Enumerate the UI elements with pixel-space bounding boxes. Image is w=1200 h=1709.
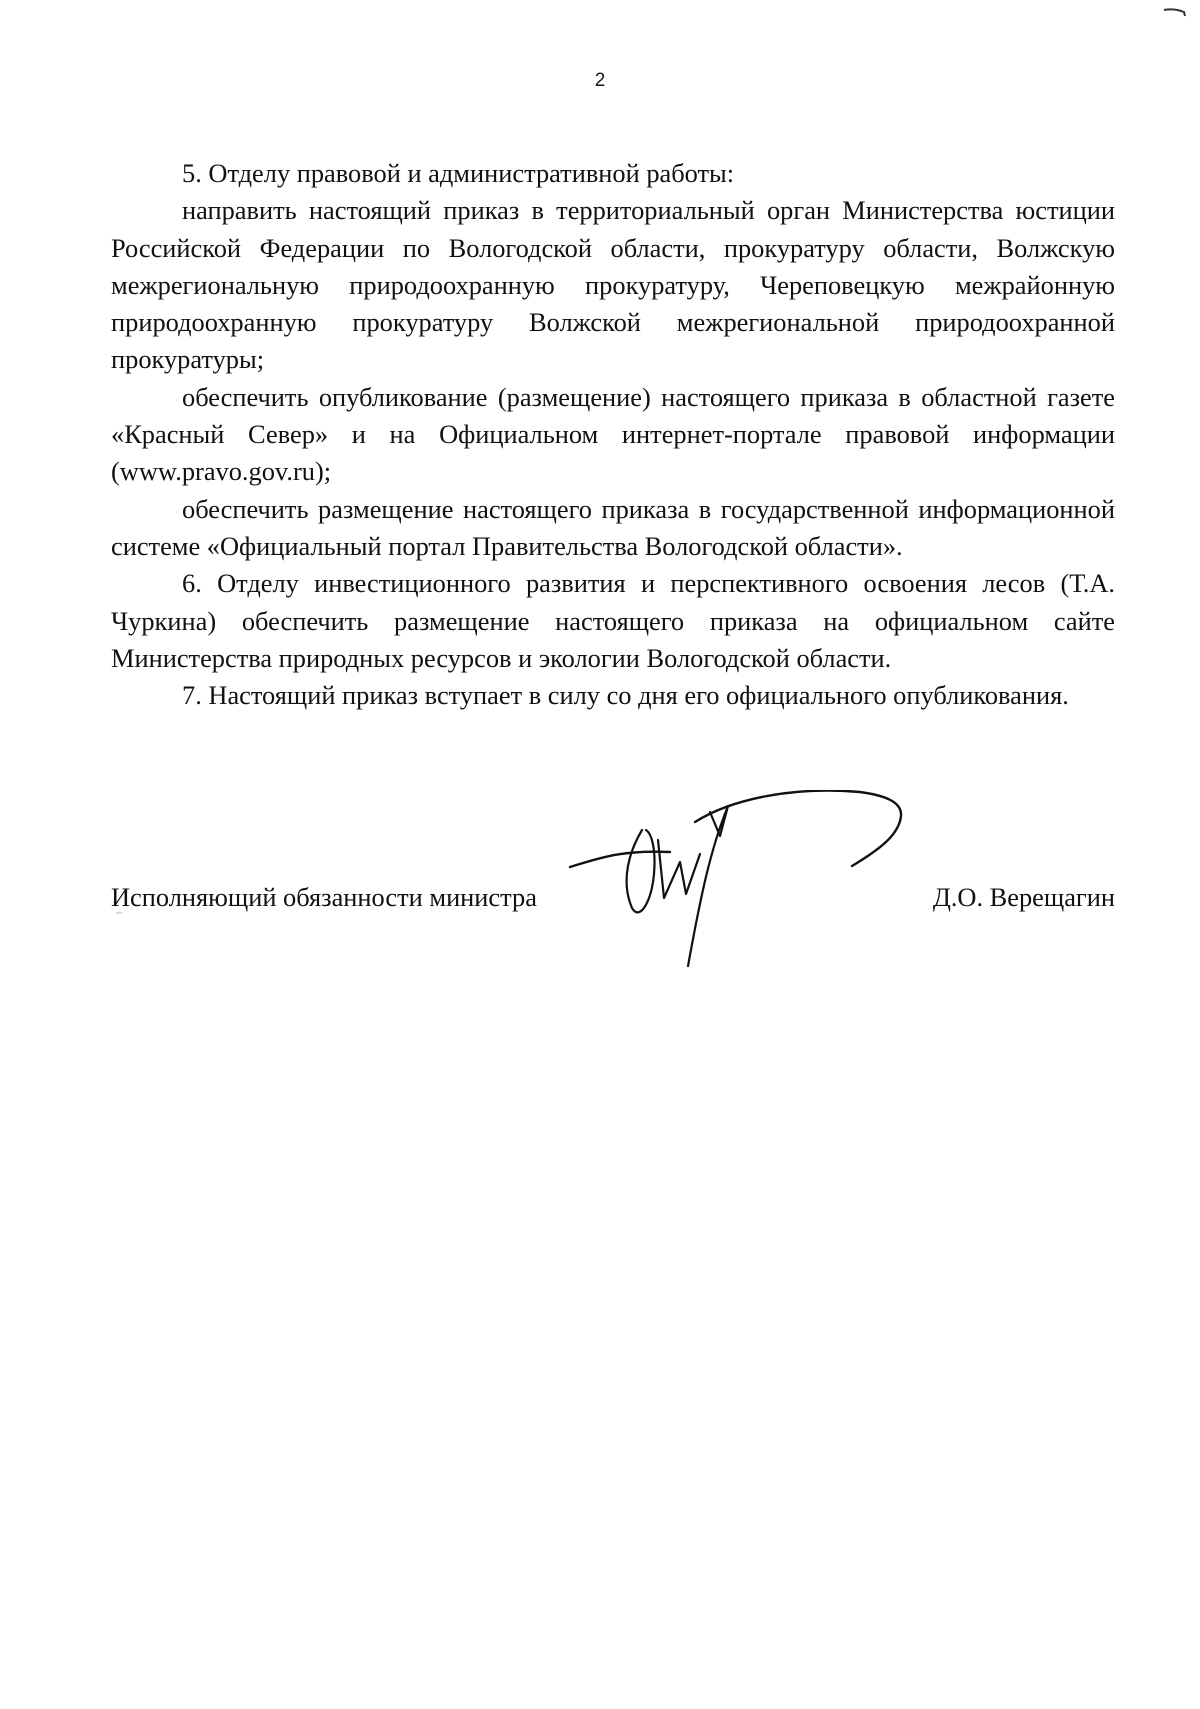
- signatory-title: Исполняющий обязанности министра: [111, 882, 537, 912]
- handwritten-signature: [560, 790, 980, 970]
- signatory-name: Д.О. Верещагин: [932, 882, 1115, 912]
- document-body: [111, 155, 1115, 714]
- paragraph-publish-order: обеспечить опубликование (размещение) настоящего приказа в областной газете «Красный Север» и на Официальном интернет-портале правовой информации (www.pravo.gov.ru);: [111, 381, 1115, 487]
- paragraph-item-5: 5. Отделу правовой и административной работы:: [182, 158, 735, 188]
- page-number: 2: [594, 70, 606, 91]
- scan-speck: [116, 912, 122, 914]
- paragraph-item-7: 7. Настоящий приказ вступает в силу со дня его официального опубликования.: [182, 680, 1069, 711]
- paragraph-post-order-portal: обеспечить размещение настоящего приказа в государственной информационной системе «Официальный портал Правительства Вологодской области».: [111, 493, 1115, 561]
- paragraph-item-6: 6. Отделу инвестиционного развития и перспективного освоения лесов (Т.А. Чуркина) обеспечить размещение настоящего приказа на официальном сайте Министерства природных ресурсов и экологии Вологодской области.: [111, 568, 1115, 673]
- paragraph-send-order: направить настоящий приказ в территориальный орган Министерства юстиции Российской Федерации по Вологодской области, прокуратуру области, Волжскую межрегиональную природоохранную прокуратуру, Череповецкую межрайонную природоохранную прокуратуру Волжской межрегиональной природоохранной прокуратуры;: [111, 195, 1115, 375]
- scan-mark: [1162, 6, 1188, 18]
